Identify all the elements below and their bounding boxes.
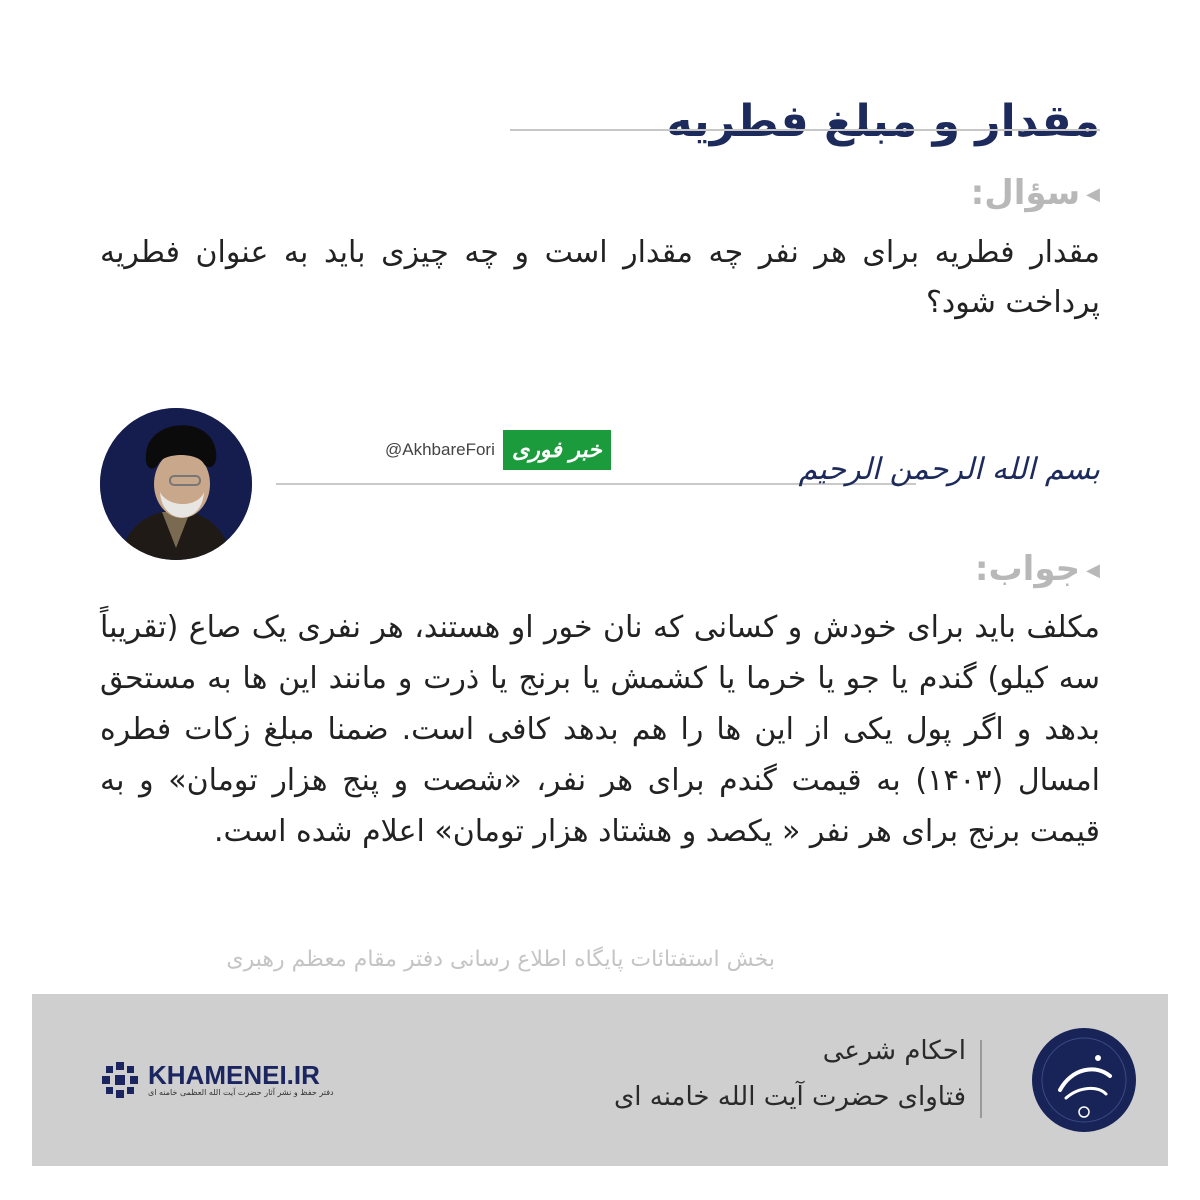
question-label-row [971,170,1100,218]
answer-label-row [975,546,1100,594]
source-credit: بخش استفتائات پایگاه اطلاع رسانی دفتر مقام معظم رهبری [226,947,775,972]
fiqh-seal-logo [1032,1028,1136,1132]
question-text: مقدار فطریه برای هر نفر چه مقدار است و چه چیزی باید به عنوان فطریه پرداخت شود؟ [100,235,1100,320]
portrait-image [100,408,252,560]
footer-divider [980,1040,982,1118]
bismillah-calligraphy: بسم الله الرحمن الرحیم [798,452,1100,487]
seal-emblem [1032,1028,1136,1132]
portrait-avatar [100,408,252,560]
triangle-left-icon: ◀ [1086,183,1100,205]
khamenei-wordmark: KHAMENEI.IR [148,1060,320,1090]
watermark [385,430,611,470]
khamenei-emblem-icon [100,1060,140,1100]
question-label: سؤال: [970,173,1081,213]
footer-category: احکام شرعی [822,1036,966,1066]
watermark-logo: خبر فوری [503,430,611,470]
title-divider [510,129,1100,131]
footer-subtitle: فتاوای حضرت آیت الله خامنه ای [613,1082,966,1112]
watermark-handle: @AkhbareFori [385,440,495,459]
khamenei-tagline: دفتر حفظ و نشر آثار حضرت آیت الله العظمی خامنه ای [148,1088,334,1097]
khamenei-logo [100,1060,334,1100]
footer-bar [32,994,1168,1166]
answer-text: مکلف باید برای خودش و کسانی که نان خور او هستند، هر نفری یک صاع (تقریباً سه کیلو) گندم یا جو یا خرما یا کشمش یا برنج یا ذرت و مانند این ها به مستحق بدهد و اگر پول یکی از این ها را هم بدهد کافی است. ضمنا مبلغ زکات فطره امسال (۱۴۰۳) به قیمت گندم برای هر نفر، «شصت و پنج هزار تومان» و به قیمت برنج برای هر نفر « یکصد و هشتاد هزار تومان» اعلام شده است. [100,610,1100,849]
triangle-left-icon: ◀ [1086,559,1100,581]
page-title: مقدار و مبلغ فطریه [666,96,1100,147]
answer-label: جواب: [974,549,1081,589]
